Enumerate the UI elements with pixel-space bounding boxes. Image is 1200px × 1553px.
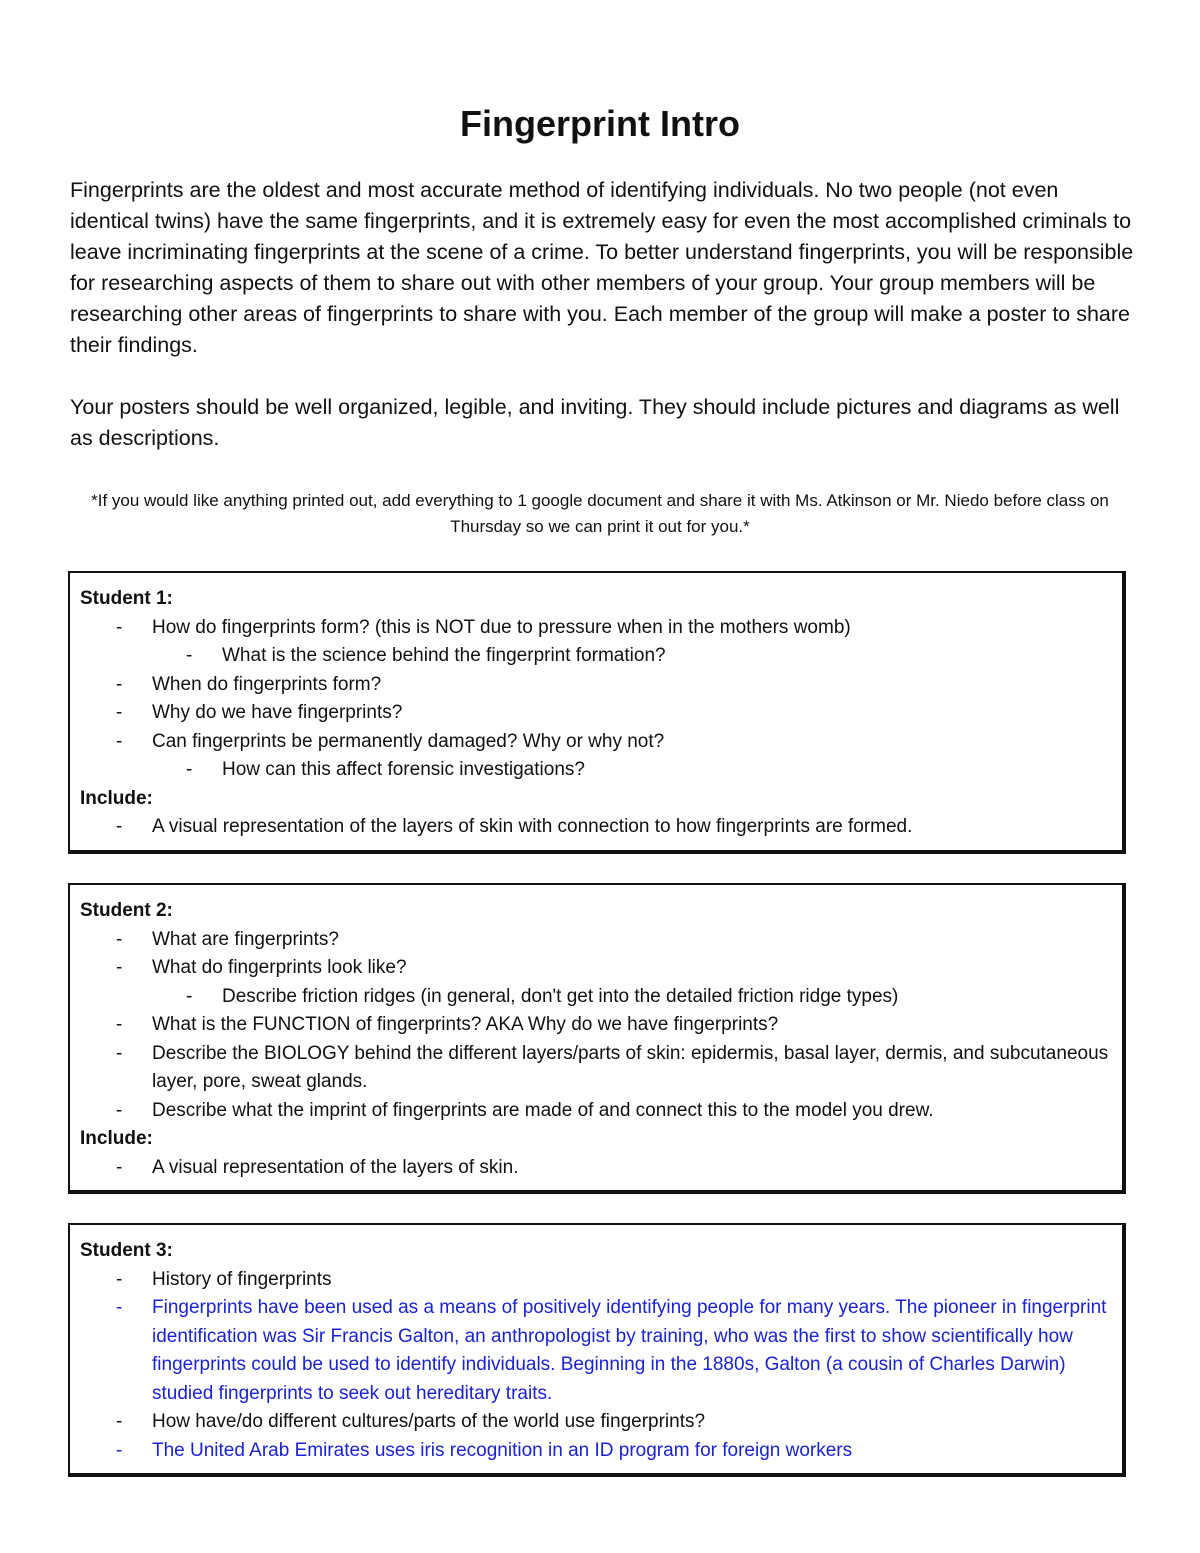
student-3-heading: Student 3:: [80, 1240, 173, 1261]
page-title: Fingerprint Intro: [460, 103, 740, 144]
intro-paragraph: Fingerprints are the oldest and most accurate method of identifying individuals. No two people (not even identical twins) have the same fingerprints, and it is extremely easy for even the most accomplished criminals to leave incriminating fingerprints at the scene of a crime. To better understand fingerprints, you will be responsible for researching aspects of them to share out with other members of your group. Your group members will be researching other areas of fingerprints to share with you. Each member of the group will make a poster to share their findings.: [70, 178, 1134, 357]
list-item: - How do fingerprints form? (this is NOT due to pressure when in the mothers womb): [80, 614, 1112, 643]
student-2-heading: Student 2:: [80, 900, 173, 921]
list-item: - What are fingerprints?: [80, 926, 1112, 955]
list-item: - What is the FUNCTION of fingerprints? AKA Why do we have fingerprints?: [80, 1011, 1112, 1040]
list-item: - Can fingerprints be permanently damaged? Why or why not?: [80, 728, 1112, 757]
list-item: - A visual representation of the layers of skin with connection to how fingerprints are formed.: [80, 813, 1112, 842]
intro-paragraph: Your posters should be well organized, legible, and inviting. They should include pictures and diagrams as well as descriptions.: [70, 395, 1120, 450]
sub-list-item: - How can this affect forensic investigations?: [80, 756, 1112, 785]
student-1-list: [80, 614, 1112, 785]
answer-list-item: - Fingerprints have been used as a means of positively identifying people for many years. The pioneer in fingerprint identification was Sir Francis Galton, an anthropologist by training, who was the first to show scientifically how fingerprints could be used to identify individuals. Beginning in the 1880s, Galton (a cousin of Charles Darwin) studied fingerprints to seek out hereditary traits.: [80, 1294, 1112, 1408]
student-3-list: [80, 1266, 1112, 1466]
student-1-heading: Student 1:: [80, 588, 173, 609]
include-label: Include:: [80, 787, 153, 809]
include-list: [80, 1154, 1112, 1183]
student-3-box: [68, 1223, 1126, 1477]
sub-list-item: - What is the science behind the fingerprint formation?: [80, 642, 1112, 671]
include-list: [80, 813, 1112, 842]
list-item: - Describe the BIOLOGY behind the different layers/parts of skin: epidermis, basal layer, dermis, and subcutaneous layer, pore, sweat glands.: [80, 1040, 1112, 1097]
list-item: - History of fingerprints: [80, 1266, 1112, 1295]
print-note: *If you would like anything printed out, add everything to 1 google document and share it with Ms. Atkinson or Mr. Niedo before class on Thursday so we can print it out for you.*: [91, 491, 1109, 536]
list-item: - How have/do different cultures/parts of the world use fingerprints?: [80, 1408, 1112, 1437]
include-label: Include:: [80, 1128, 153, 1149]
sub-list-item: - Describe friction ridges (in general, don't get into the detailed friction ridge types): [80, 983, 1112, 1012]
list-item: - Why do we have fingerprints?: [80, 699, 1112, 728]
list-item: - Describe what the imprint of fingerprints are made of and connect this to the model you drew.: [80, 1097, 1112, 1126]
student-1-box: [68, 571, 1126, 854]
intro-section: [70, 175, 1140, 454]
list-item: - When do fingerprints form?: [80, 671, 1112, 700]
student-2-box: [68, 883, 1126, 1194]
answer-list-item: - The United Arab Emirates uses iris recognition in an ID program for foreign workers: [80, 1437, 1112, 1466]
student-2-list: [80, 926, 1112, 1126]
list-item: - A visual representation of the layers of skin.: [80, 1154, 1112, 1183]
list-item: - What do fingerprints look like?: [80, 954, 1112, 983]
